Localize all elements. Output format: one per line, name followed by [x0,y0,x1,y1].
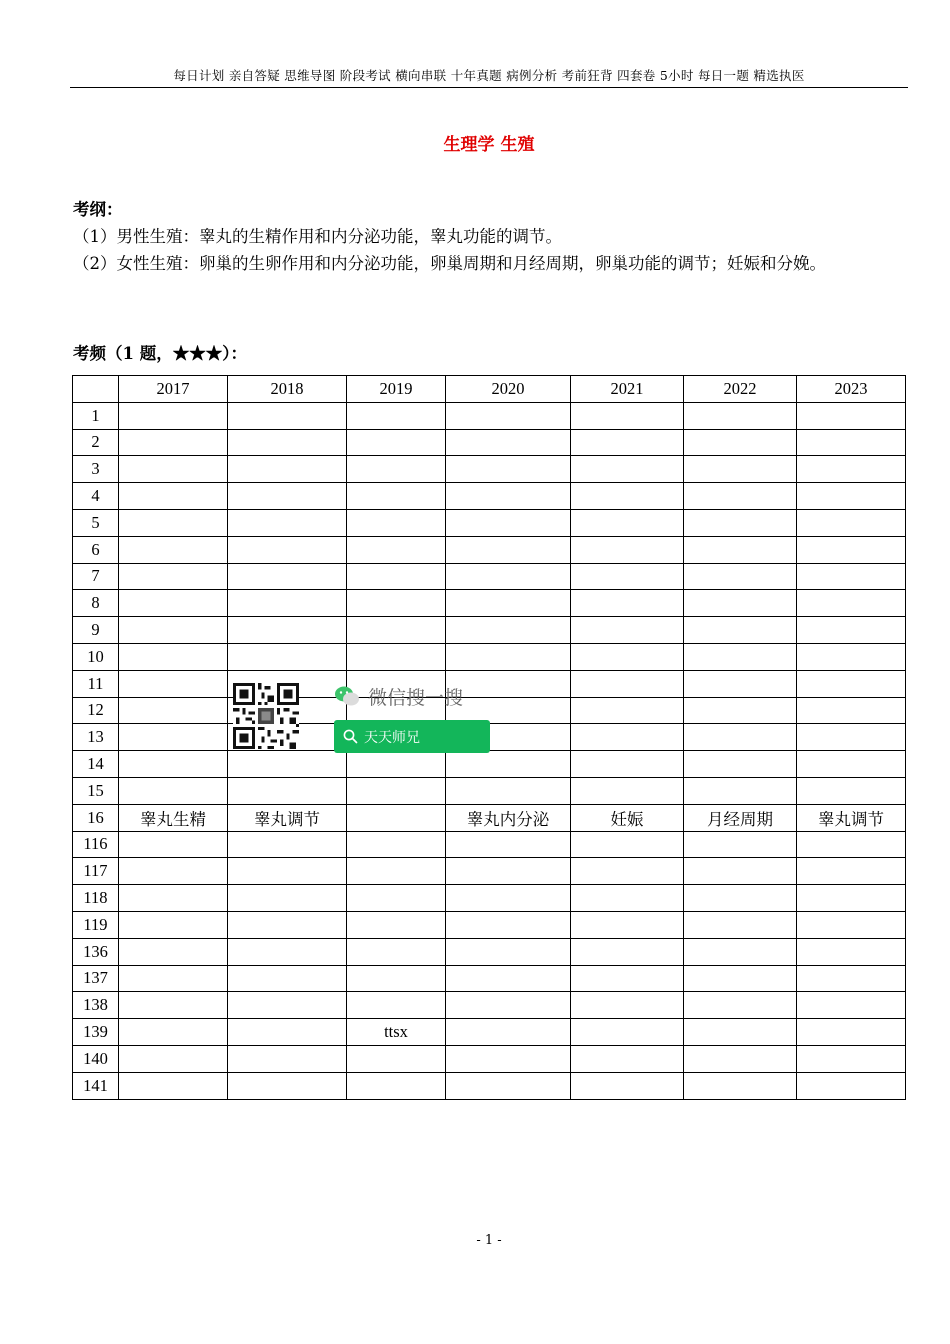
topic-cell-2023 [797,697,906,724]
topic-cell-2022 [684,697,797,724]
table-row [73,804,906,831]
topic-cell-2023 [797,777,906,804]
topic-cell-2020 [446,965,571,992]
topic-cell-2022 [684,938,797,965]
topic-cell-2017 [119,563,228,590]
topic-cell-2018 [228,456,347,483]
topic-cell-2018 [228,885,347,912]
topic-cell-2017 [119,402,228,429]
topic-cell-2022 [684,670,797,697]
wechat-search-watermark [212,663,508,769]
topic-cell-2020 [446,1019,571,1046]
topic-cell-2021 [571,831,684,858]
topic-cell-2018 [228,509,347,536]
topic-cell-2023 [797,670,906,697]
topic-cell-2023 [797,858,906,885]
topic-cell-2021 [571,402,684,429]
syllabus-heading: 考纲： [73,200,123,219]
topic-cell-2017 [119,590,228,617]
table-row [73,858,906,885]
topic-cell-2022: 月经周期 [684,804,797,831]
topic-cell-2020 [446,483,571,510]
topic-cell-2020 [446,911,571,938]
page-title: 生理学 生殖 [443,135,535,155]
year-header-2021: 2021 [571,376,684,403]
syllabus-item-female: （2）女性生殖：卵巢的生卵作用和内分泌功能，卵巢周期和月经周期，卵巢功能的调节；妊娠和分娩。 [73,254,826,273]
topic-cell-2019 [347,965,446,992]
topic-cell-2019 [347,1045,446,1072]
table-corner-cell [73,376,119,403]
frequency-heading: 考频（1 题，★★★）： [73,344,247,363]
topic-cell-2017 [119,1072,228,1099]
topic-cell-2022 [684,536,797,563]
question-number-cell: 9 [73,617,119,644]
topic-cell-2019 [347,536,446,563]
topic-cell-2020 [446,617,571,644]
topic-cell-2021 [571,697,684,724]
topic-cell-2021 [571,429,684,456]
topic-cell-2018 [228,590,347,617]
topic-cell-2022 [684,509,797,536]
question-number-cell: 117 [73,858,119,885]
topic-cell-2022 [684,911,797,938]
topic-cell-2017 [119,831,228,858]
topic-cell-2023 [797,590,906,617]
question-number-cell: 10 [73,643,119,670]
topic-cell-2017 [119,965,228,992]
wechat-account-button[interactable] [334,720,490,753]
topic-cell-2020 [446,938,571,965]
topic-cell-2021 [571,751,684,778]
question-number-cell: 15 [73,777,119,804]
question-number-cell: 139 [73,1019,119,1046]
question-number-cell: 7 [73,563,119,590]
topic-cell-2018: 睾丸调节 [228,804,347,831]
topic-cell-2018 [228,831,347,858]
topic-cell-2021 [571,670,684,697]
topic-cell-2021 [571,563,684,590]
year-header-2019: 2019 [347,376,446,403]
topic-cell-2020 [446,831,571,858]
topic-cell-2022 [684,1072,797,1099]
topic-cell-2023 [797,751,906,778]
topic-cell-2017 [119,885,228,912]
topic-cell-2018 [228,402,347,429]
topic-cell-2021 [571,938,684,965]
topic-cell-2018 [228,777,347,804]
table-row [73,590,906,617]
topic-cell-2018 [228,563,347,590]
topic-cell-2019 [347,858,446,885]
topic-cell-2022 [684,402,797,429]
topic-cell-2020 [446,992,571,1019]
table-row [73,509,906,536]
topic-cell-2017 [119,1045,228,1072]
question-number-cell: 116 [73,831,119,858]
table-row [73,402,906,429]
topic-cell-2020 [446,885,571,912]
topic-cell-2023 [797,911,906,938]
topic-cell-2019 [347,456,446,483]
topic-cell-2019 [347,509,446,536]
topic-cell-2022 [684,429,797,456]
topic-cell-2023 [797,617,906,644]
topic-cell-2022 [684,777,797,804]
question-number-cell: 118 [73,885,119,912]
topic-cell-2021 [571,1045,684,1072]
wechat-icon [334,685,360,707]
topic-cell-2023 [797,563,906,590]
question-number-cell: 13 [73,724,119,751]
topic-cell-2021 [571,617,684,644]
topic-cell-2023 [797,1045,906,1072]
table-row [73,938,906,965]
topic-cell-2018 [228,965,347,992]
topic-cell-2022 [684,456,797,483]
topic-cell-2023 [797,831,906,858]
header-nav-text: 每日计划 亲自答疑 思维导图 阶段考试 横向串联 十年真题 病例分析 考前狂背 四套卷 5小时 每日一题 精选执医 [173,68,805,83]
topic-cell-2019: ttsx [347,1019,446,1046]
topic-cell-2022 [684,617,797,644]
table-row [73,885,906,912]
topic-cell-2019 [347,992,446,1019]
table-row [73,965,906,992]
topic-cell-2019 [347,885,446,912]
topic-cell-2023 [797,1019,906,1046]
topic-cell-2019 [347,831,446,858]
topic-cell-2022 [684,992,797,1019]
topic-cell-2023 [797,724,906,751]
topic-cell-2019 [347,590,446,617]
topic-cell-2019 [347,804,446,831]
topic-cell-2017 [119,509,228,536]
question-number-cell: 119 [73,911,119,938]
question-number-cell: 2 [73,429,119,456]
question-number-cell: 5 [73,509,119,536]
search-icon [343,729,358,744]
topic-cell-2019 [347,938,446,965]
topic-cell-2023 [797,965,906,992]
question-number-cell: 138 [73,992,119,1019]
topic-cell-2017 [119,911,228,938]
topic-cell-2023 [797,456,906,483]
topic-cell-2023 [797,429,906,456]
topic-cell-2021 [571,536,684,563]
topic-cell-2021 [571,590,684,617]
table-row [73,831,906,858]
topic-cell-2021 [571,456,684,483]
table-row [73,1072,906,1099]
topic-cell-2017 [119,536,228,563]
year-header-2020: 2020 [446,376,571,403]
topic-cell-2020 [446,402,571,429]
question-number-cell: 6 [73,536,119,563]
topic-cell-2018 [228,911,347,938]
topic-cell-2017 [119,938,228,965]
topic-cell-2023 [797,483,906,510]
question-number-cell: 141 [73,1072,119,1099]
question-number-cell: 8 [73,590,119,617]
table-row [73,911,906,938]
wechat-search-label [334,681,463,711]
topic-cell-2019 [347,911,446,938]
topic-cell-2022 [684,965,797,992]
table-row [73,617,906,644]
question-number-cell: 12 [73,697,119,724]
table-row [73,563,906,590]
topic-cell-2021 [571,885,684,912]
topic-cell-2021 [571,724,684,751]
question-number-cell: 4 [73,483,119,510]
year-header-2018: 2018 [228,376,347,403]
question-number-cell: 14 [73,751,119,778]
topic-cell-2020 [446,1072,571,1099]
topic-cell-2017 [119,483,228,510]
question-number-cell: 16 [73,804,119,831]
topic-cell-2018 [228,429,347,456]
topic-cell-2023 [797,938,906,965]
topic-cell-2018 [228,483,347,510]
topic-cell-2018 [228,617,347,644]
topic-cell-2017 [119,456,228,483]
table-row [73,429,906,456]
topic-cell-2021 [571,858,684,885]
topic-cell-2020 [446,456,571,483]
table-row [73,992,906,1019]
year-header-2017: 2017 [119,376,228,403]
wechat-account-label: 天天师兄 [364,729,420,746]
question-number-cell: 3 [73,456,119,483]
topic-cell-2021 [571,992,684,1019]
topic-cell-2021 [571,1019,684,1046]
year-header-2023: 2023 [797,376,906,403]
topic-cell-2018 [228,536,347,563]
topic-cell-2020 [446,536,571,563]
topic-cell-2023 [797,992,906,1019]
topic-cell-2017 [119,617,228,644]
topic-cell-2020 [446,1045,571,1072]
question-number-cell: 1 [73,402,119,429]
syllabus-section [73,196,903,277]
syllabus-item-male: （1）男性生殖：睾丸的生精作用和内分泌功能，睾丸功能的调节。 [73,227,562,246]
question-number-cell: 137 [73,965,119,992]
topic-cell-2020 [446,429,571,456]
topic-cell-2023 [797,536,906,563]
topic-cell-2017 [119,992,228,1019]
topic-cell-2022 [684,483,797,510]
table-row [73,1045,906,1072]
topic-cell-2021 [571,965,684,992]
topic-cell-2018 [228,1072,347,1099]
header-divider [70,87,908,88]
topic-cell-2022 [684,643,797,670]
topic-cell-2023 [797,643,906,670]
topic-cell-2017 [119,777,228,804]
topic-cell-2019 [347,429,446,456]
topic-cell-2019 [347,777,446,804]
qr-code-icon [233,683,299,749]
topic-cell-2017 [119,858,228,885]
topic-cell-2017 [119,1019,228,1046]
topic-cell-2021: 妊娠 [571,804,684,831]
topic-cell-2018 [228,938,347,965]
question-number-cell: 140 [73,1045,119,1072]
topic-cell-2018 [228,1019,347,1046]
topic-cell-2018 [228,858,347,885]
topic-cell-2021 [571,643,684,670]
topic-cell-2022 [684,831,797,858]
topic-cell-2022 [684,885,797,912]
table-header-row [73,376,906,403]
topic-cell-2021 [571,483,684,510]
topic-cell-2019 [347,563,446,590]
wechat-search-text: 微信搜一搜 [368,686,464,709]
topic-cell-2019 [347,617,446,644]
topic-cell-2021 [571,509,684,536]
topic-cell-2023 [797,885,906,912]
table-row [73,456,906,483]
topic-cell-2023 [797,509,906,536]
topic-cell-2018 [228,992,347,1019]
topic-cell-2021 [571,911,684,938]
topic-cell-2022 [684,563,797,590]
topic-cell-2023 [797,402,906,429]
topic-cell-2022 [684,858,797,885]
topic-cell-2018 [228,1045,347,1072]
page-number: - 1 - [476,1233,502,1248]
topic-cell-2017 [119,429,228,456]
question-number-cell: 11 [73,670,119,697]
table-row [73,1019,906,1046]
topic-cell-2020 [446,858,571,885]
topic-cell-2022 [684,751,797,778]
topic-cell-2020 [446,563,571,590]
topic-cell-2022 [684,1045,797,1072]
table-row [73,536,906,563]
table-row [73,777,906,804]
topic-cell-2022 [684,590,797,617]
topic-cell-2020 [446,590,571,617]
topic-cell-2022 [684,1019,797,1046]
topic-cell-2021 [571,777,684,804]
topic-cell-2017: 睾丸生精 [119,804,228,831]
topic-cell-2022 [684,724,797,751]
table-row [73,483,906,510]
topic-cell-2023: 睾丸调节 [797,804,906,831]
topic-cell-2019 [347,402,446,429]
question-number-cell: 136 [73,938,119,965]
year-header-2022: 2022 [684,376,797,403]
topic-cell-2020 [446,509,571,536]
topic-cell-2020 [446,777,571,804]
topic-cell-2019 [347,1072,446,1099]
topic-cell-2023 [797,1072,906,1099]
topic-cell-2020: 睾丸内分泌 [446,804,571,831]
topic-cell-2021 [571,1072,684,1099]
topic-cell-2019 [347,483,446,510]
